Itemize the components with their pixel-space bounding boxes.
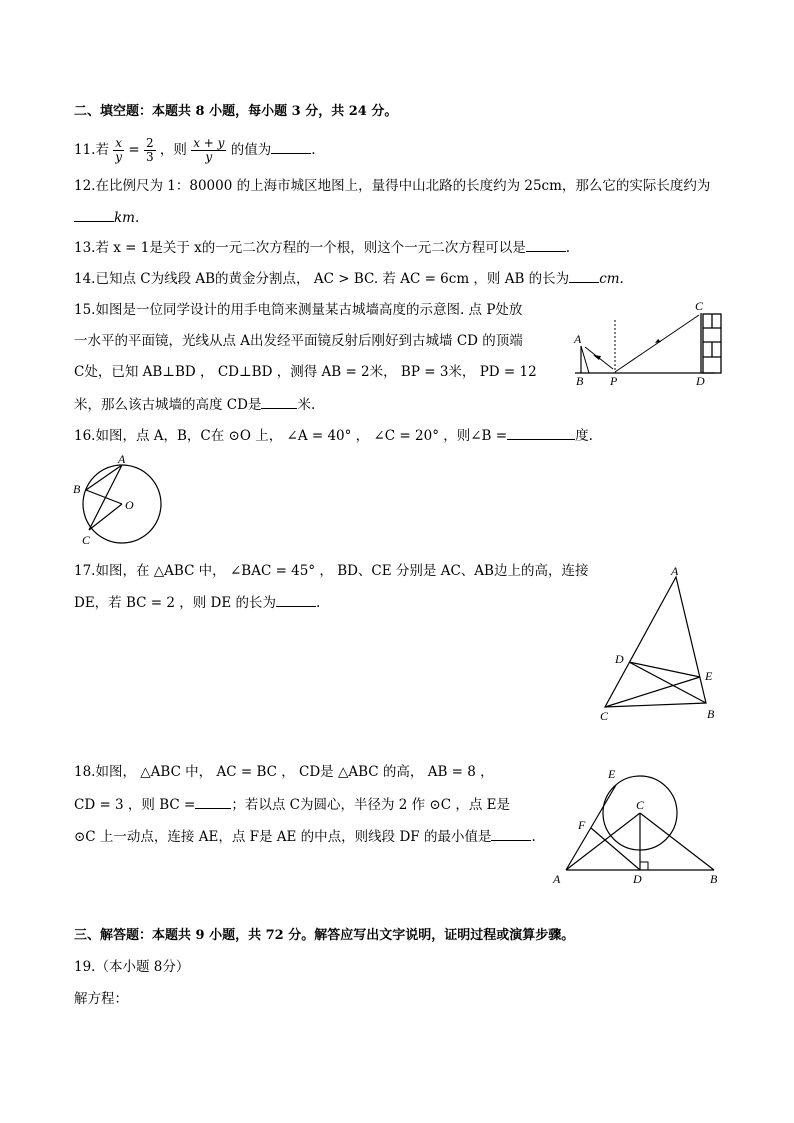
q11-mid: ，则	[159, 142, 187, 158]
q11-end: .	[311, 142, 316, 158]
question-18-line3	[74, 826, 536, 847]
label-A: A	[118, 452, 126, 466]
q13-text: 13.若 x = 1是关于 x的一元二次方程的一个根，则这个一元二次方程可以是	[74, 240, 526, 256]
q12-unit: km.	[114, 210, 140, 226]
q17-end: .	[316, 595, 321, 611]
section-heading-fill-in: 二、填空题：本题共 8 小题，每小题 3 分，共 24 分。	[74, 104, 398, 119]
q18-figure	[550, 765, 730, 890]
q13-end: .	[565, 240, 571, 256]
q11-prefix: 11.若	[74, 142, 109, 158]
label-O: O	[125, 498, 134, 512]
question-19-title: 19.（本小题 8分）	[74, 959, 190, 975]
question-17-line1: 17.如图，在 △ABC 中， ∠BAC = 45° ， BD、CE 分别是 AC、AB边上的高，连接	[74, 563, 589, 579]
label-B: B	[710, 872, 718, 886]
label-D: D	[615, 652, 624, 666]
label-C: C	[695, 299, 704, 313]
q11-fraction-2-over-3: $\frac{2}{3}$	[145, 136, 154, 164]
q11-answer-blank	[271, 139, 311, 154]
question-12-line2	[74, 207, 139, 228]
label-A: A	[574, 332, 582, 346]
altitude-BD	[629, 662, 706, 703]
q17-figure	[592, 562, 732, 722]
q18-text-a: CD = 3 ，则 BC =	[74, 797, 196, 813]
question-15-line2: 一水平的平面镜，光线从点 A出发经平面镜反射后刚好到古城墙 CD 的顶端	[74, 333, 523, 349]
question-13	[74, 237, 570, 258]
label-B: B	[576, 374, 584, 388]
q11-equals: =	[128, 142, 140, 158]
triangle-ABC	[605, 577, 706, 707]
label-C: C	[636, 798, 645, 812]
q14-unit: cm.	[599, 271, 624, 287]
side-BC	[640, 813, 714, 870]
q16-text: 16.如图，点 A，B，C在 ⊙O 上， ∠A = 40° ， ∠C = 20° ，则∠B =	[74, 428, 508, 444]
q14-answer-blank	[569, 268, 599, 283]
label-D: D	[696, 374, 705, 388]
q15-end: 米.	[297, 397, 316, 413]
q11-suffix: 的值为	[230, 142, 272, 158]
q18-text-b: ；若以点 C为圆心，半径为 2 作 ⊙C ，点 E是	[231, 797, 510, 813]
q15-text: 米，那么该古城墙的高度 CD是	[74, 397, 262, 413]
label-C: C	[600, 709, 609, 723]
question-15-line3: C处，已知 AB⊥BD ， CD⊥BD ，测得 AB = 2米， BP = 3米， PD = 12	[74, 364, 537, 380]
label-A: A	[671, 564, 679, 578]
label-B: B	[73, 482, 81, 496]
right-angle-mark	[640, 862, 648, 870]
q18-answer-blank-1	[195, 794, 231, 809]
question-18-line2	[74, 794, 510, 815]
question-12-line1: 12.在比例尺为 1：80000 的上海市城区地图上，量得中山北路的长度约为 25cm，那么它的实际长度约为	[74, 178, 711, 194]
question-14	[74, 268, 624, 289]
label-D: D	[633, 872, 642, 886]
label-F: F	[578, 818, 586, 832]
person-triangle	[581, 346, 589, 373]
q15-answer-blank	[261, 394, 297, 409]
label-A: A	[553, 872, 561, 886]
segment-CO	[89, 504, 122, 530]
segment-BO	[86, 490, 122, 504]
q13-answer-blank	[526, 237, 566, 252]
q15-figure	[565, 300, 725, 390]
section-heading-answers: 三、解答题：本题共 9 小题，共 72 分。解答应写出文字说明，证明过程或演算步骤。	[74, 928, 575, 943]
q16-end: 度.	[575, 428, 593, 444]
label-E: E	[608, 767, 616, 781]
label-B: B	[707, 707, 715, 721]
question-15-line1: 15.如图是一位同学设计的用手电筒来测量某古城墙高度的示意图. 点 P处放	[74, 302, 523, 318]
question-19-sub: 解方程：	[74, 991, 128, 1007]
q17-text: DE，若 BC = 2 ，则 DE 的长为	[74, 595, 277, 611]
question-16	[74, 425, 593, 446]
question-15-line4	[74, 394, 315, 415]
ray-P-to-C	[615, 315, 699, 372]
q14-text: 14.已知点 C为线段 AB的黄金分割点， AC > BC. 若 AC = 6cm ，则 AB 的长为	[74, 271, 570, 287]
q16-figure	[72, 452, 172, 547]
question-17-line2	[74, 592, 320, 613]
q18-text-c: ⊙C 上一动点，连接 AE，点 F是 AE 的中点，则线段 DF 的最小值是	[74, 829, 492, 845]
label-E: E	[705, 669, 713, 683]
question-11	[74, 137, 316, 164]
question-18-line1: 18.如图， △ABC 中， AC = BC ， CD是 △ABC 的高， AB = 8 ，	[74, 764, 494, 780]
q11-fraction-sum: $\frac{x + y}{y}$	[193, 136, 225, 164]
q18-answer-blank-2	[491, 826, 531, 841]
q17-answer-blank	[276, 592, 316, 607]
label-P: P	[610, 374, 618, 388]
q18-end: .	[531, 829, 536, 845]
q12-answer-blank	[74, 207, 114, 222]
segment-DE	[629, 662, 700, 677]
segment-AE	[566, 785, 616, 870]
q11-fraction-x-over-y: $\frac{x}{y}$	[115, 136, 123, 164]
label-C: C	[82, 533, 91, 547]
q16-answer-blank	[507, 425, 575, 440]
